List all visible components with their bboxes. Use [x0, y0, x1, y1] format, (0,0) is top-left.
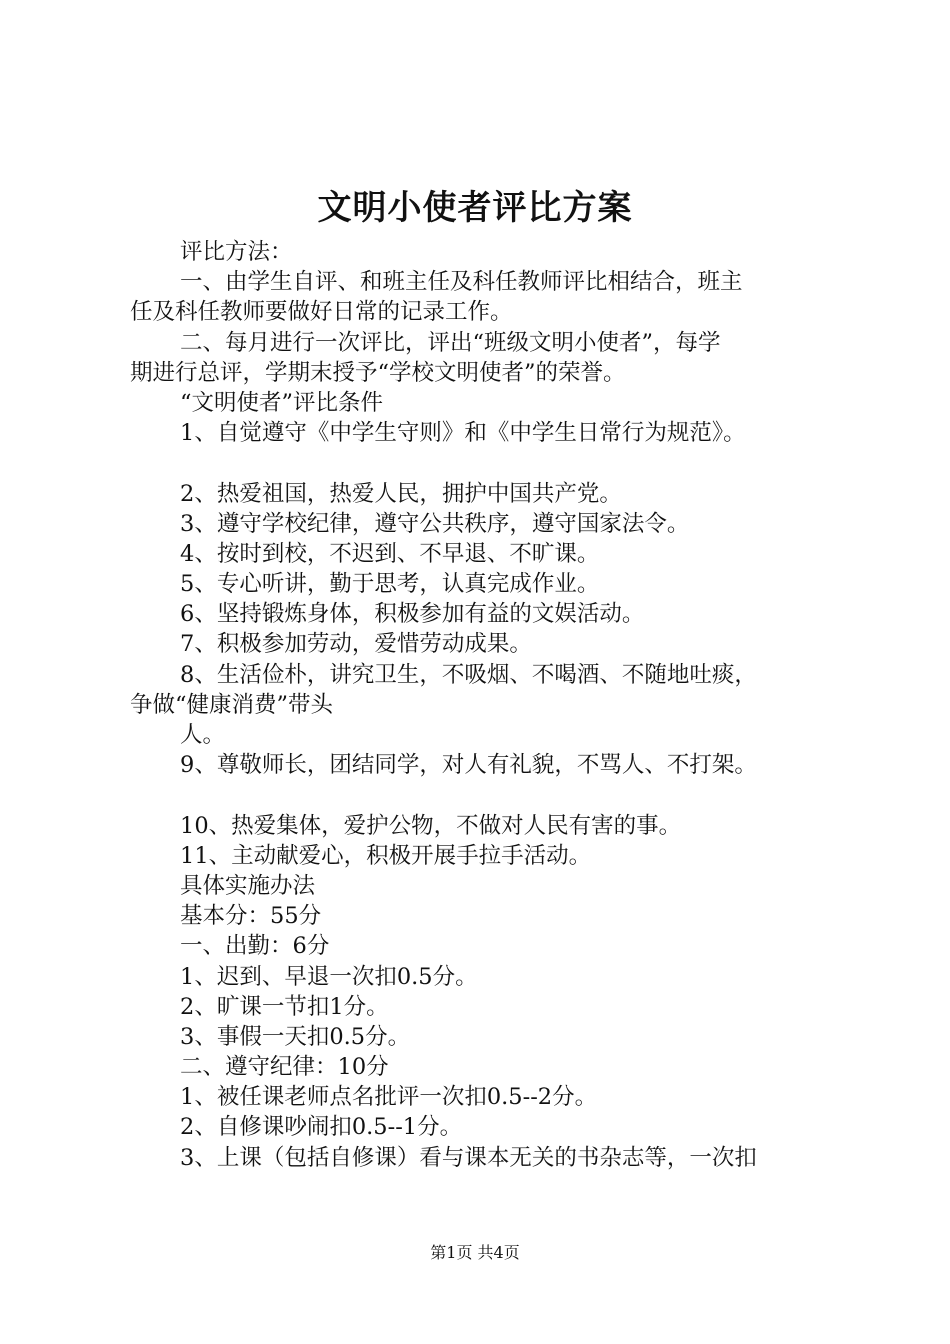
text-line: 争做“健康消费”带头	[130, 691, 334, 718]
text-line: 2、热爱祖国，热爱人民，拥护中国共产党。	[180, 480, 622, 507]
text-line: 4、按时到校，不迟到、不早退、不旷课。	[180, 540, 600, 567]
text-line: 1、被任课老师点名批评一次扣0.5--2分。	[180, 1084, 598, 1111]
text-line: 10、热爱集体，爱护公物，不做对人民有害的事。	[180, 812, 682, 839]
text-line: 二、每月进行一次评比，评出“班级文明小使者”，每学	[180, 329, 721, 356]
text-line: 评比方法：	[180, 239, 293, 265]
text-line: 基本分：55分	[180, 903, 322, 930]
text-line: 5、专心听讲，勤于思考，认真完成作业。	[180, 571, 600, 598]
text-line: 3、遵守学校纪律，遵守公共秩序，遵守国家法令。	[180, 510, 690, 537]
text-line: 一、出勤：6分	[180, 933, 330, 960]
document-body	[130, 237, 832, 1173]
text-line: 任及科任教师要做好日常的记录工作。	[130, 299, 513, 326]
text-line: 2、自修课吵闹扣0.5--1分。	[180, 1114, 463, 1141]
text-line: 1、迟到、早退一次扣0.5分。	[180, 963, 478, 990]
text-line: 2、旷课一节扣1分。	[180, 993, 389, 1020]
text-line: 9、尊敬师长，团结同学，对人有礼貌，不骂人、不打架。	[180, 752, 757, 779]
text-line: 一、由学生自评、和班主任及科任教师评比相结合，班主	[180, 269, 743, 296]
text-line: 6、坚持锻炼身体，积极参加有益的文娱活动。	[180, 601, 645, 628]
text-line: 人。	[180, 722, 226, 748]
blank-line	[130, 780, 832, 810]
text-line: 1、自觉遵守《中学生守则》和《中学生日常行为规范》。	[180, 420, 746, 447]
document-title: 文明小使者评比方案	[317, 188, 633, 228]
blank-line	[130, 448, 832, 478]
text-line: 3、上课（包括自修课）看与课本无关的书杂志等，一次扣	[180, 1144, 757, 1171]
text-line: 期进行总评，学期末授予“学校文明使者”的荣誉。	[130, 359, 626, 386]
text-line: 11、主动献爱心，积极开展手拉手活动。	[180, 842, 592, 869]
text-line: 3、事假一天扣0.5分。	[180, 1023, 411, 1050]
page-footer: 第1页 共4页	[430, 1243, 520, 1262]
text-line: 二、遵守纪律：10分	[180, 1054, 389, 1081]
text-line: “文明使者”评比条件	[180, 389, 384, 416]
text-line: 具体实施办法	[180, 872, 316, 899]
text-line: 8、生活俭朴，讲究卫生，不吸烟、不喝酒、不随地吐痰，	[180, 661, 757, 688]
text-line: 7、积极参加劳动，爱惜劳动成果。	[180, 631, 532, 658]
